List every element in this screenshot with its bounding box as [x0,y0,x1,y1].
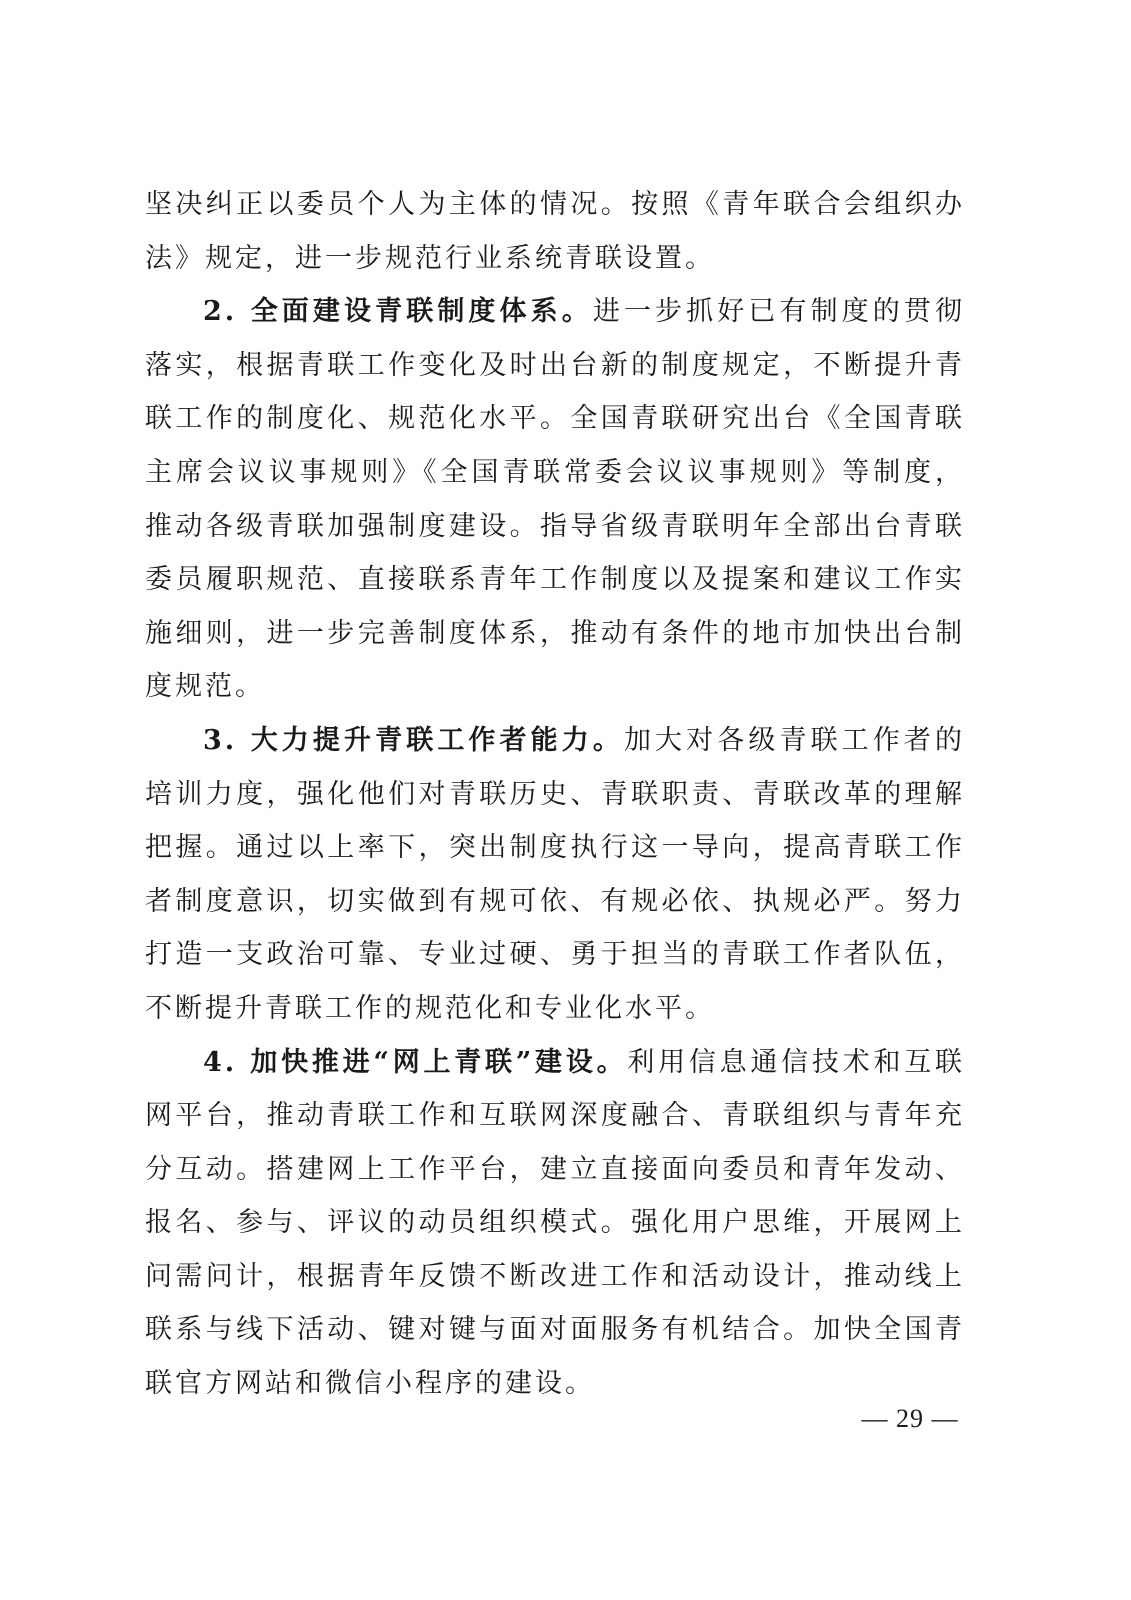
paragraph-section-4 [145,1036,965,1411]
paragraph-text: 利用信息通信技术和互联网平台，推动青联工作和互联网深度融合、青联组织与青年充分互动。搭建网上工作平台，建立直接面向委员和青年发动、报名、参与、评议的动员组织模式。强化用户思维，开展网上问需问计，根据青年反馈不断改进工作和活动设计，推动线上联系与线下活动、键对键与面对面服务有机结合。加快全国青联官方网站和微信小程序的建设。 [145,1046,966,1400]
document-body [145,178,965,1411]
section-heading: 4. 加快推进“网上青联”建设。 [203,1046,628,1078]
section-heading: 3. 大力提升青联工作者能力。 [203,724,624,756]
page-number: — 29 — [861,1404,959,1433]
paragraph-text: 加大对各级青联工作者的培训力度，强化他们对青联历史、青联职责、青联改革的理解把握。通过以上率下，突出制度执行这一导向，提高青联工作者制度意识，切实做到有规可依、有规必依、执规必严。努力打造一支政治可靠、专业过硬、勇于担当的青联工作者队伍，不断提升青联工作的规范化和专业化水平。 [145,724,965,1024]
section-heading: 2. 全面建设青联制度体系。 [203,296,593,328]
paragraph-continuation [145,178,965,285]
paragraph-section-2 [145,285,965,714]
paragraph-text: 坚决纠正以委员个人为主体的情况。按照《青年联合会组织办法》规定，进一步规范行业系统青联设置。 [145,189,965,274]
paragraph-text: 进一步抓好已有制度的贯彻落实，根据青联工作变化及时出台新的制度规定，不断提升青联工作的制度化、规范化水平。全国青联研究出台《全国青联主席会议议事规则》《全国青联常委会议议事规则》等制度，推动各级青联加强制度建设。指导省级青联明年全部出台青联委员履职规范、直接联系青年工作制度以及提案和建议工作实施细则，进一步完善制度体系，推动有条件的地市加快出台制度规范。 [145,296,965,703]
paragraph-section-3 [145,714,965,1036]
